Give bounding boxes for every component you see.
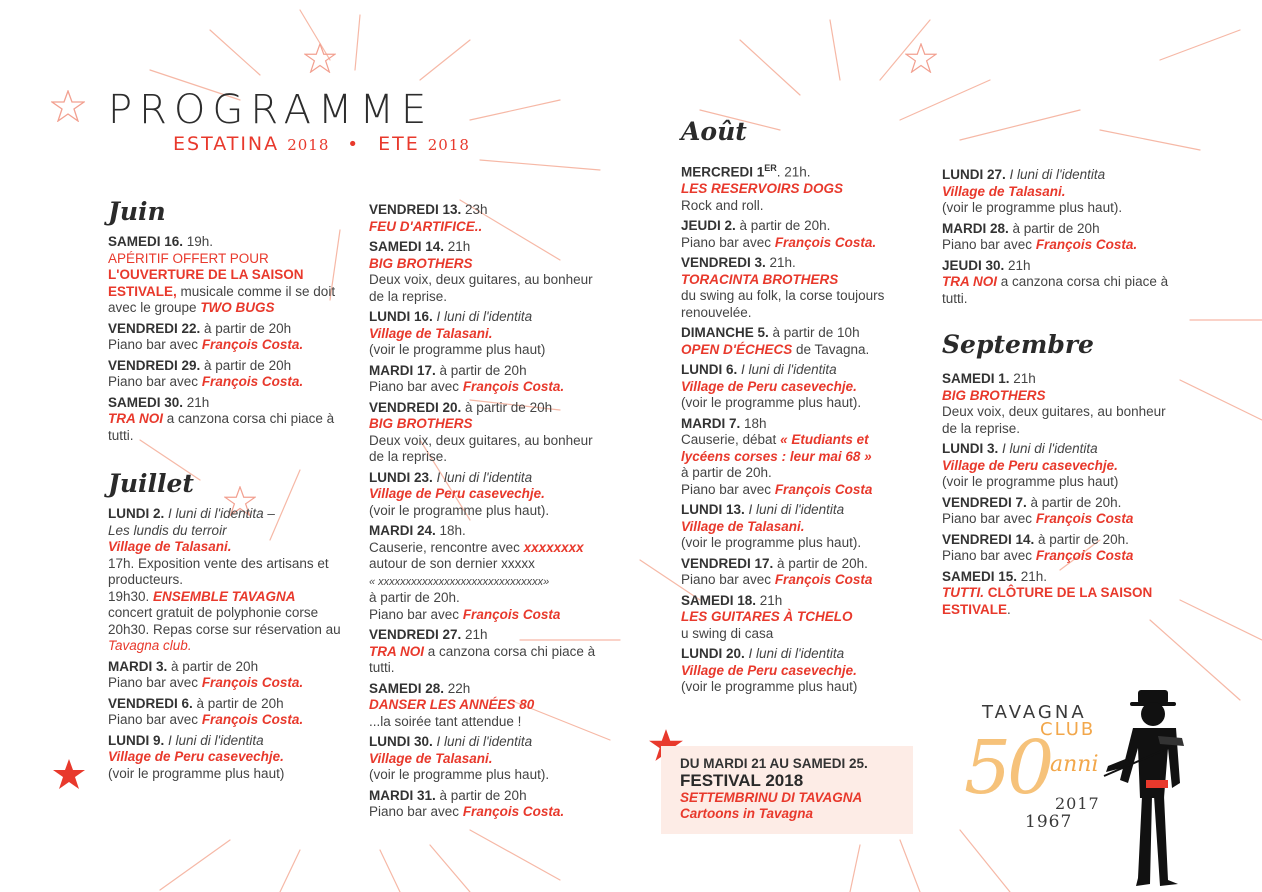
event-subtitle: I luni di l'identita <box>432 309 533 324</box>
event-band: TWO BUGS <box>200 300 275 315</box>
event-time: à partir de 20h <box>1008 220 1100 236</box>
event-date: VENDREDI 22. <box>108 320 201 336</box>
event-time: 19h30. <box>108 588 154 604</box>
event-item <box>369 239 609 305</box>
event-item <box>369 788 609 821</box>
event-item <box>108 506 358 655</box>
event-time: 21h <box>756 592 783 608</box>
event-band: TRA NOI <box>369 643 424 659</box>
event-text: (voir le programme plus haut). <box>681 535 862 550</box>
event-text: a canzona corsa chi piace à tutti. <box>942 274 1169 306</box>
event-place: Village de Talasani. <box>681 518 805 534</box>
event-text: (voir le programme plus haut). <box>681 395 862 410</box>
event-title: CLÔTURE DE LA SAISON ESTIVALE <box>942 585 1153 617</box>
event-title: L'OUVERTURE DE LA SAISON ESTIVALE, <box>108 267 304 299</box>
event-time: 18h <box>740 415 767 431</box>
event-date: SAMEDI 16. <box>108 234 184 249</box>
logo-fifty: 50 <box>964 725 1051 811</box>
logo-year-start: 1967 <box>1025 812 1073 832</box>
event-text: à partir de 20h. <box>369 590 460 605</box>
event-time: à partir de 20h. <box>1026 494 1122 510</box>
month-heading-juillet: Juillet <box>108 469 194 498</box>
event-date: VENDREDI 14. <box>942 531 1035 547</box>
event-date-sup: ER <box>764 163 777 173</box>
event-text: Piano bar avec <box>942 548 1036 563</box>
event-place: Village de Peru casevechje. <box>369 486 545 501</box>
event-time: 21h <box>444 239 471 254</box>
event-place: Village de Talasani. <box>108 539 232 554</box>
festival-dates: DU MARDI 21 AU SAMEDI 25. <box>680 756 868 771</box>
event-date: JEUDI 2. <box>681 218 736 233</box>
event-date: DIMANCHE 5. <box>681 325 769 340</box>
event-item <box>369 400 609 466</box>
star-outline-icon <box>905 43 937 73</box>
event-book: « xxxxxxxxxxxxxxxxxxxxxxxxxxxxxx» <box>369 575 550 588</box>
event-item <box>108 696 358 729</box>
event-band: LES GUITARES À TCHELO <box>681 609 853 624</box>
event-text: Piano bar avec <box>681 572 775 587</box>
event-place: Village de Peru casevechje. <box>108 749 284 764</box>
subtitle-year: 2018 <box>287 136 330 154</box>
star-outline-icon <box>51 90 85 122</box>
event-subtitle: I luni di l'identita <box>744 502 845 517</box>
event-time: 22h <box>444 680 471 696</box>
event-text: à partir de 20h. <box>681 465 772 480</box>
event-text: (voir le programme plus haut). <box>369 767 550 782</box>
event-subtitle: I luni di l'identita <box>164 732 264 748</box>
event-place: Village de Peru casevechje. <box>942 457 1118 473</box>
event-text: du swing au folk, la corse toujours renouvelée. <box>681 288 885 320</box>
subtitle-ete: ETE <box>378 133 420 155</box>
event-time: à partir de 20h <box>461 399 553 415</box>
event-date: VENDREDI 20. <box>369 399 462 415</box>
event-artist: François Costa. <box>201 374 304 389</box>
event-item <box>369 470 609 520</box>
event-item <box>942 167 1182 217</box>
event-date: LUNDI 2. <box>108 506 165 521</box>
event-item <box>681 218 921 251</box>
event-band: BIG BROTHERS <box>942 387 1046 403</box>
event-place: Village de Talasani. <box>369 750 493 766</box>
event-item <box>108 733 358 783</box>
logo-anni: anni <box>1050 752 1099 777</box>
event-date: SAMEDI 30. <box>108 394 184 410</box>
subtitle-separator: • <box>347 134 361 155</box>
event-date: LUNDI 16. <box>369 309 433 324</box>
event-text: 17h. Exposition vente des artisans et producteurs. <box>108 555 329 587</box>
event-band: FEU D'ARTIFICE.. <box>369 218 483 234</box>
logo-name: TAVAGNA <box>982 702 1087 723</box>
event-item <box>369 681 609 731</box>
event-band: TRA NOI <box>108 411 163 426</box>
event-time: 19h. <box>183 234 214 249</box>
event-date: LUNDI 23. <box>369 469 433 485</box>
event-item <box>681 255 921 321</box>
column-juin-juillet <box>108 196 358 786</box>
event-item <box>681 593 921 643</box>
star-outline-icon <box>304 43 336 73</box>
event-artist: François Costa <box>1035 511 1134 526</box>
event-text: (voir le programme plus haut) <box>369 342 546 357</box>
event-date: LUNDI 30. <box>369 734 433 749</box>
event-item <box>942 221 1182 254</box>
event-item <box>681 362 921 412</box>
column-aout-septembre <box>942 167 1182 622</box>
event-time: à partir de 20h. <box>773 555 868 571</box>
event-text: Piano bar avec <box>942 237 1036 252</box>
subtitle-year: 2018 <box>427 136 470 154</box>
event-artist: François Costa. <box>201 712 304 727</box>
festival-box <box>661 746 913 834</box>
event-time: à partir de 20h. <box>1034 531 1129 547</box>
event-place: Village de Peru casevechje. <box>681 378 857 394</box>
event-band: TUTTI. <box>942 585 984 600</box>
logo-club: CLUB <box>1040 719 1096 740</box>
event-artist: François Costa. <box>462 804 565 819</box>
event-band: ENSEMBLE TAVAGNA <box>153 588 296 604</box>
event-item <box>942 371 1182 437</box>
event-item <box>108 395 358 445</box>
event-date: VENDREDI 27. <box>369 627 462 642</box>
event-band: LES RESERVOIRS DOGS <box>681 181 844 196</box>
event-band: TORACINTA BROTHERS <box>681 271 839 287</box>
event-band: DANSER LES ANNÉES 80 <box>369 697 535 712</box>
event-text: Deux voix, deux guitares, au bonheur de la reprise. <box>369 272 593 304</box>
event-text: (voir le programme plus haut). <box>369 502 550 518</box>
event-place: Village de Peru casevechje. <box>681 662 857 678</box>
event-item <box>369 309 609 359</box>
event-time: 21h <box>183 394 210 410</box>
event-text: a canzona corsa chi piace à tutti. <box>369 643 596 675</box>
festival-name: FESTIVAL 2018 <box>680 771 804 790</box>
event-band: BIG BROTHERS <box>369 416 473 431</box>
event-text: 20h30. Repas corse sur réservation au <box>108 621 341 637</box>
event-text: Piano bar avec <box>681 234 775 250</box>
event-subtitle: I luni di l'identita <box>737 362 837 377</box>
event-date: LUNDI 6. <box>681 362 738 377</box>
event-time: 21h <box>461 627 488 642</box>
column-juillet-suite <box>369 202 609 825</box>
event-date: LUNDI 13. <box>681 502 745 517</box>
event-date: VENDREDI 17. <box>681 555 774 571</box>
festival-subtitle: SETTEMBRINU DI TAVAGNA <box>680 790 863 805</box>
event-time: 21h <box>1009 371 1036 386</box>
event-item <box>369 523 609 623</box>
event-subtitle: I luni di l'identita – <box>164 506 275 521</box>
event-text: Piano bar avec <box>108 337 202 352</box>
event-artist: François Costa. <box>201 337 304 352</box>
event-date: VENDREDI 7. <box>942 494 1027 510</box>
event-subtitle: I luni di l'identita <box>744 646 845 661</box>
event-time: 18h. <box>435 523 466 538</box>
event-club: Tavagna club. <box>108 638 192 653</box>
event-text: (voir le programme plus haut) <box>108 765 285 781</box>
event-item <box>108 321 358 354</box>
event-band: TRA NOI <box>942 274 997 289</box>
event-text: a canzona corsa chi piace à tutti. <box>108 411 335 443</box>
event-item <box>681 416 921 499</box>
event-band: « Etudiants et lycéens corses : leur mai 68 » <box>681 432 872 464</box>
event-artist: François Costa <box>774 572 873 587</box>
event-item <box>942 441 1182 491</box>
event-item <box>942 532 1182 565</box>
event-subtitle: Les lundis du terroir <box>108 522 227 538</box>
event-date: LUNDI 9. <box>108 732 165 748</box>
event-time: à partir de 20h <box>200 357 292 373</box>
event-place: Village de Talasani. <box>369 325 493 341</box>
event-text: Piano bar avec <box>108 675 202 690</box>
event-time: 21h. <box>1017 568 1048 584</box>
event-artist: François Costa <box>462 606 561 622</box>
event-date: MARDI 31. <box>369 787 436 803</box>
event-text: Rock and roll. <box>681 197 764 213</box>
event-item <box>108 358 358 391</box>
event-date: MARDI 17. <box>369 362 436 378</box>
event-time: à partir de 20h <box>435 787 527 803</box>
event-artist: François Costa. <box>462 379 565 394</box>
event-text: (voir le programme plus haut) <box>681 679 858 694</box>
event-date: VENDREDI 6. <box>108 695 193 711</box>
page-title: PROGRAMME <box>108 87 434 133</box>
event-text: Causerie, débat <box>681 432 781 447</box>
event-artist: François Costa <box>1035 548 1134 563</box>
event-subtitle: I luni di l'identita <box>998 441 1098 456</box>
event-date: MERCREDI 1 <box>681 164 765 180</box>
event-text: . <box>1007 601 1011 617</box>
star-filled-icon <box>52 758 86 790</box>
event-item <box>681 325 921 358</box>
event-text: Piano bar avec <box>369 606 463 622</box>
event-date: SAMEDI 15. <box>942 568 1018 584</box>
event-text: (voir le programme plus haut) <box>942 474 1119 489</box>
event-item <box>942 569 1182 619</box>
event-date: MARDI 24. <box>369 523 436 538</box>
event-item <box>681 502 921 552</box>
event-place: Village de Talasani. <box>942 183 1066 199</box>
event-artist: François Costa. <box>774 234 877 250</box>
event-highlight: APÉRITIF OFFERT POUR <box>108 250 269 266</box>
event-guest: xxxxxxxx <box>523 539 584 555</box>
month-heading-aout: Août <box>681 117 747 146</box>
event-text: u swing di casa <box>681 625 774 641</box>
event-time: 21h <box>1004 257 1031 273</box>
event-item <box>681 556 921 589</box>
event-item <box>108 234 358 317</box>
event-date: VENDREDI 13. <box>369 202 462 217</box>
event-text: Piano bar avec <box>369 804 463 819</box>
event-text: Piano bar avec <box>369 379 463 394</box>
event-date: LUNDI 27. <box>942 167 1006 182</box>
event-time: à partir de 20h <box>192 695 284 711</box>
event-item <box>108 659 358 692</box>
event-date: SAMEDI 14. <box>369 239 445 254</box>
event-text: (voir le programme plus haut). <box>942 200 1123 215</box>
event-date: SAMEDI 1. <box>942 371 1010 386</box>
event-time: à partir de 10h <box>768 325 860 340</box>
page-subtitle <box>173 133 470 155</box>
event-time: 23h <box>461 202 488 217</box>
event-artist: François Costa <box>774 481 873 497</box>
month-heading-juin: Juin <box>108 197 166 226</box>
event-item <box>942 495 1182 528</box>
event-item <box>369 202 609 235</box>
event-text: de Tavagna. <box>792 341 870 357</box>
event-subtitle: I luni di l'identita <box>1005 167 1106 182</box>
festival-subtitle-2: Cartoons in Tavagna <box>680 806 814 821</box>
event-text: Deux voix, deux guitares, au bonheur de la reprise. <box>942 404 1166 436</box>
event-time: 21h. <box>765 255 796 270</box>
event-time: à partir de 20h <box>200 320 292 336</box>
event-item <box>942 258 1182 308</box>
event-item <box>369 627 609 677</box>
month-heading-septembre: Septembre <box>942 330 1094 359</box>
event-time: à partir de 20h. <box>735 218 831 233</box>
event-date: LUNDI 20. <box>681 646 745 661</box>
event-text: ...la soirée tant attendue ! <box>369 713 522 729</box>
violinist-silhouette-icon <box>1098 688 1198 888</box>
event-text: musicale comme il se doit avec le groupe <box>108 283 336 315</box>
event-date: MARDI 28. <box>942 220 1009 236</box>
event-item <box>681 646 921 696</box>
event-text: Piano bar avec <box>108 374 202 389</box>
event-band: BIG BROTHERS <box>369 255 473 271</box>
event-time: à partir de 20h <box>435 362 527 378</box>
event-date: MARDI 7. <box>681 415 741 431</box>
event-item <box>369 734 609 784</box>
subtitle-estatina: ESTATINA <box>173 133 280 155</box>
event-band: OPEN D'ÉCHECS <box>681 341 793 357</box>
event-text: Causerie, rencontre avec <box>369 539 524 555</box>
event-text: autour de son dernier xxxxx <box>369 556 535 571</box>
event-date: SAMEDI 28. <box>369 680 445 696</box>
logo-year-end: 2017 <box>1055 794 1100 813</box>
event-subtitle: I luni di l'identita <box>432 469 533 485</box>
column-aout <box>681 116 921 700</box>
event-text: Piano bar avec <box>108 712 202 727</box>
event-date: LUNDI 3. <box>942 441 999 456</box>
event-text: Piano bar avec <box>681 481 775 497</box>
event-artist: François Costa. <box>201 675 304 690</box>
event-text: Piano bar avec <box>942 511 1036 526</box>
event-date: VENDREDI 29. <box>108 357 201 373</box>
event-time: . 21h. <box>776 164 811 180</box>
event-artist: François Costa. <box>1035 237 1138 252</box>
event-text: concert gratuit de polyphonie corse <box>108 605 319 620</box>
event-text: Deux voix, deux guitares, au bonheur de la reprise. <box>369 432 593 464</box>
event-item <box>681 160 921 214</box>
event-date: JEUDI 30. <box>942 257 1005 273</box>
event-item <box>369 363 609 396</box>
event-time: à partir de 20h <box>167 658 259 674</box>
event-date: MARDI 3. <box>108 658 168 674</box>
event-subtitle: I luni di l'identita <box>432 734 533 749</box>
event-date: VENDREDI 3. <box>681 255 766 270</box>
event-date: SAMEDI 18. <box>681 592 757 608</box>
